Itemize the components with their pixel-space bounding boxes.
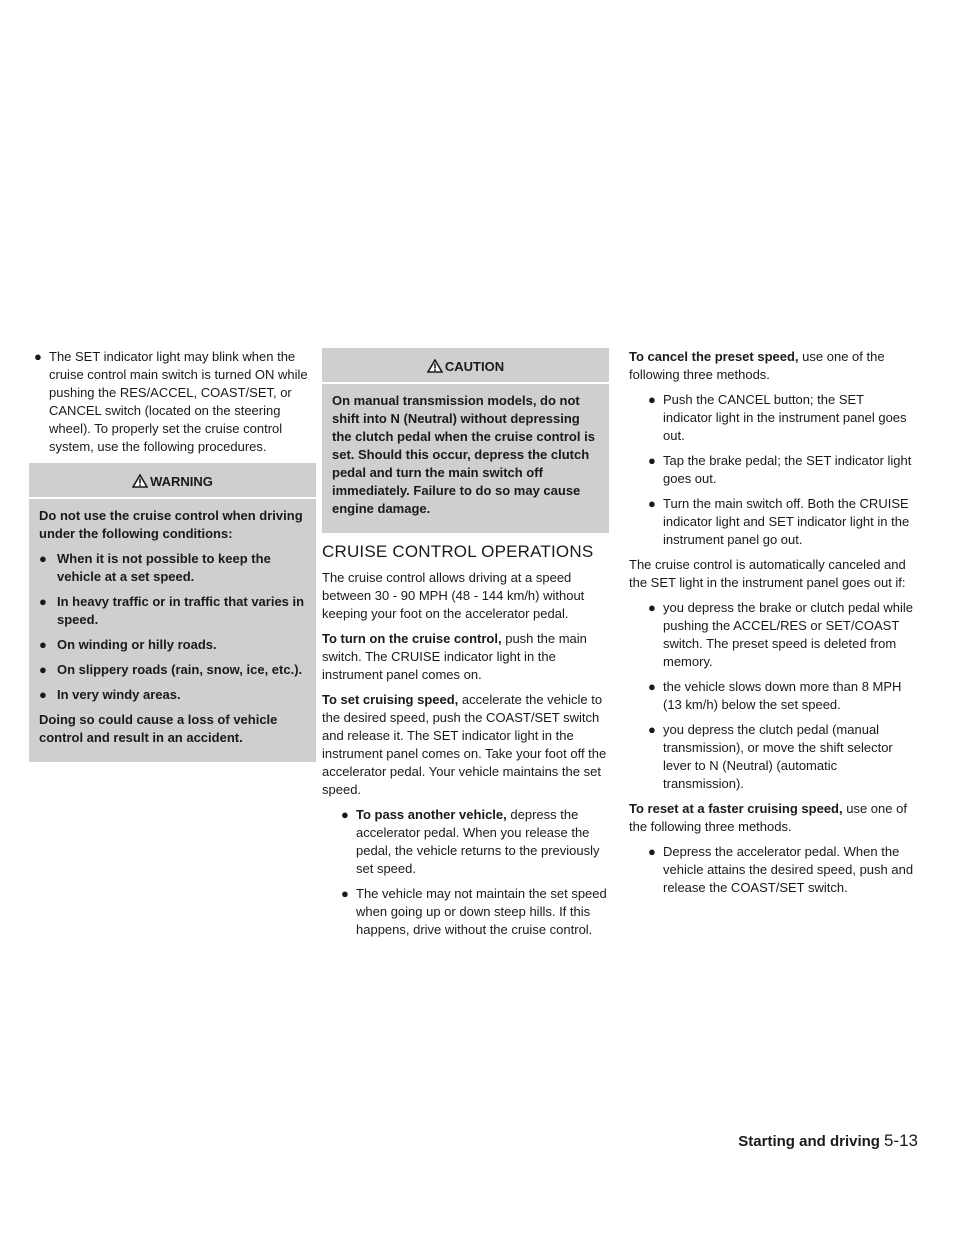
warning-header	[29, 471, 316, 499]
bullet-text: Depress the accelerator pedal. When the vehicle attains the desired speed, push and release the COAST/SET switch.	[663, 844, 914, 895]
paragraph	[629, 800, 916, 836]
warning-title: WARNING	[150, 474, 213, 489]
list-item	[336, 885, 609, 939]
bullet-icon: ●	[341, 886, 349, 901]
paragraph	[322, 630, 609, 684]
paragraph-text: accelerate the vehicle to the desired speed, push the COAST/SET switch and release it. The SET indicator light in the instrument panel comes on. Take your foot off the accelerator pedal. Your vehicle maintains the set speed.	[322, 692, 607, 797]
bullet-icon: ●	[39, 662, 47, 677]
bullet-icon: ●	[648, 453, 656, 468]
list-item	[643, 391, 916, 445]
list-item	[643, 678, 916, 714]
bullet-icon: ●	[648, 722, 656, 737]
bullet-text: When it is not possible to keep the vehicle at a set speed.	[57, 551, 271, 584]
bullet-text: The vehicle may not maintain the set speed when going up or down steep hills. If this happens, drive without the cruise control.	[356, 886, 607, 937]
list-item	[39, 686, 306, 704]
caution-text: On manual transmission models, do not shift into N (Neutral) without depressing the clutch pedal when the cruise control is set. Should this occur, depress the clutch pedal and turn the main switch off immediately. Failure to do so may cause engine damage.	[332, 393, 595, 516]
list-item	[39, 661, 306, 679]
warning-icon	[132, 474, 148, 488]
caution-header	[322, 356, 609, 384]
section-name: Starting and driving	[738, 1133, 880, 1150]
bullet-list	[629, 391, 916, 549]
list-item	[39, 550, 306, 586]
paragraph: The cruise control allows driving at a speed between 30 - 90 MPH (48 - 144 km/h) without keeping your foot on the accelerator pedal.	[322, 570, 585, 621]
run-in-heading: To cancel the preset speed,	[629, 349, 799, 364]
warning-closing: Doing so could cause a loss of vehicle control and result in an accident.	[39, 712, 278, 745]
list-item	[643, 599, 916, 671]
bullet-icon: ●	[39, 687, 47, 702]
bullet-text: In heavy traffic or in traffic that varies in speed.	[57, 594, 305, 627]
bullet-text: On slippery roads (rain, snow, ice, etc.).	[57, 662, 303, 677]
bullet-icon: ●	[39, 637, 47, 652]
paragraph-text: use one of the following three methods.	[629, 349, 885, 382]
run-in-heading: To set cruising speed,	[322, 692, 459, 707]
bullet-icon: ●	[648, 844, 656, 859]
list-item	[643, 721, 916, 793]
paragraph-text: push the main switch. The CRUISE indicator light in the instrument panel comes on.	[322, 631, 587, 682]
bullet-icon: ●	[648, 600, 656, 615]
bullet-text: In very windy areas.	[57, 687, 181, 702]
bullet-text: the vehicle slows down more than 8 MPH (13 km/h) below the set speed.	[663, 679, 902, 712]
bullet-list	[322, 806, 609, 939]
list-item	[39, 636, 306, 654]
bullet-icon: ●	[648, 392, 656, 407]
run-in-heading: To turn on the cruise control,	[322, 631, 502, 646]
bullet-text: On winding or hilly roads.	[57, 637, 217, 652]
caution-title: CAUTION	[444, 359, 505, 374]
bullet-icon: ●	[648, 679, 656, 694]
bullet-text: depress the accelerator pedal. When you release the pedal, the vehicle returns to the previously set speed.	[356, 807, 600, 876]
bullet-text: you depress the clutch pedal (manual transmission), or move the shift selector lever to N (Neutral) (automatic transmission).	[663, 722, 893, 791]
list-item	[643, 452, 916, 488]
bullet-icon: ●	[648, 496, 656, 511]
list-item	[29, 348, 316, 456]
bullet-text: Push the CANCEL button; the SET indicator light in the instrument panel goes out.	[663, 392, 907, 443]
paragraph-text: use one of the following three methods.	[629, 801, 907, 834]
bullet-list	[629, 843, 916, 897]
column-3	[629, 348, 916, 904]
paragraph	[629, 348, 916, 384]
run-in-heading: To pass another vehicle,	[356, 807, 507, 822]
paragraph: The cruise control is automatically canceled and the SET light in the instrument panel goes out if:	[629, 557, 906, 590]
bullet-icon: ●	[34, 349, 42, 364]
list-item	[336, 806, 609, 878]
caution-icon	[427, 359, 443, 373]
bullet-text: you depress the brake or clutch pedal while pushing the ACCEL/RES or SET/COAST switch. The preset speed is deleted from memory.	[663, 600, 914, 669]
run-in-heading: To reset at a faster cruising speed,	[629, 801, 843, 816]
list-item	[39, 593, 306, 629]
column-2	[322, 348, 609, 946]
caution-box	[322, 348, 609, 533]
warning-lead: Do not use the cruise control when driving under the following conditions:	[39, 508, 303, 541]
bullet-list	[629, 599, 916, 793]
list-item	[643, 843, 916, 897]
bullet-icon: ●	[39, 551, 47, 566]
column-1	[29, 348, 316, 772]
section-heading: CRUISE CONTROL OPERATIONS	[322, 542, 594, 561]
list-item	[643, 495, 916, 549]
paragraph	[322, 691, 609, 799]
bullet-icon: ●	[341, 807, 349, 822]
bullet-icon: ●	[39, 594, 47, 609]
page-footer	[738, 1132, 918, 1151]
warning-box	[29, 463, 316, 762]
bullet-text: The SET indicator light may blink when the cruise control main switch is turned ON while pushing the RES/ACCEL, COAST/SET, or CANCEL switch (located on the steering wheel). To properly set the cruise control system, use the following procedures.	[49, 349, 308, 454]
page-number: 5-13	[883, 1131, 918, 1150]
bullet-text: Turn the main switch off. Both the CRUISE indicator light and SET indicator light in the instrument panel go out.	[663, 496, 910, 547]
bullet-text: Tap the brake pedal; the SET indicator light goes out.	[663, 453, 912, 486]
